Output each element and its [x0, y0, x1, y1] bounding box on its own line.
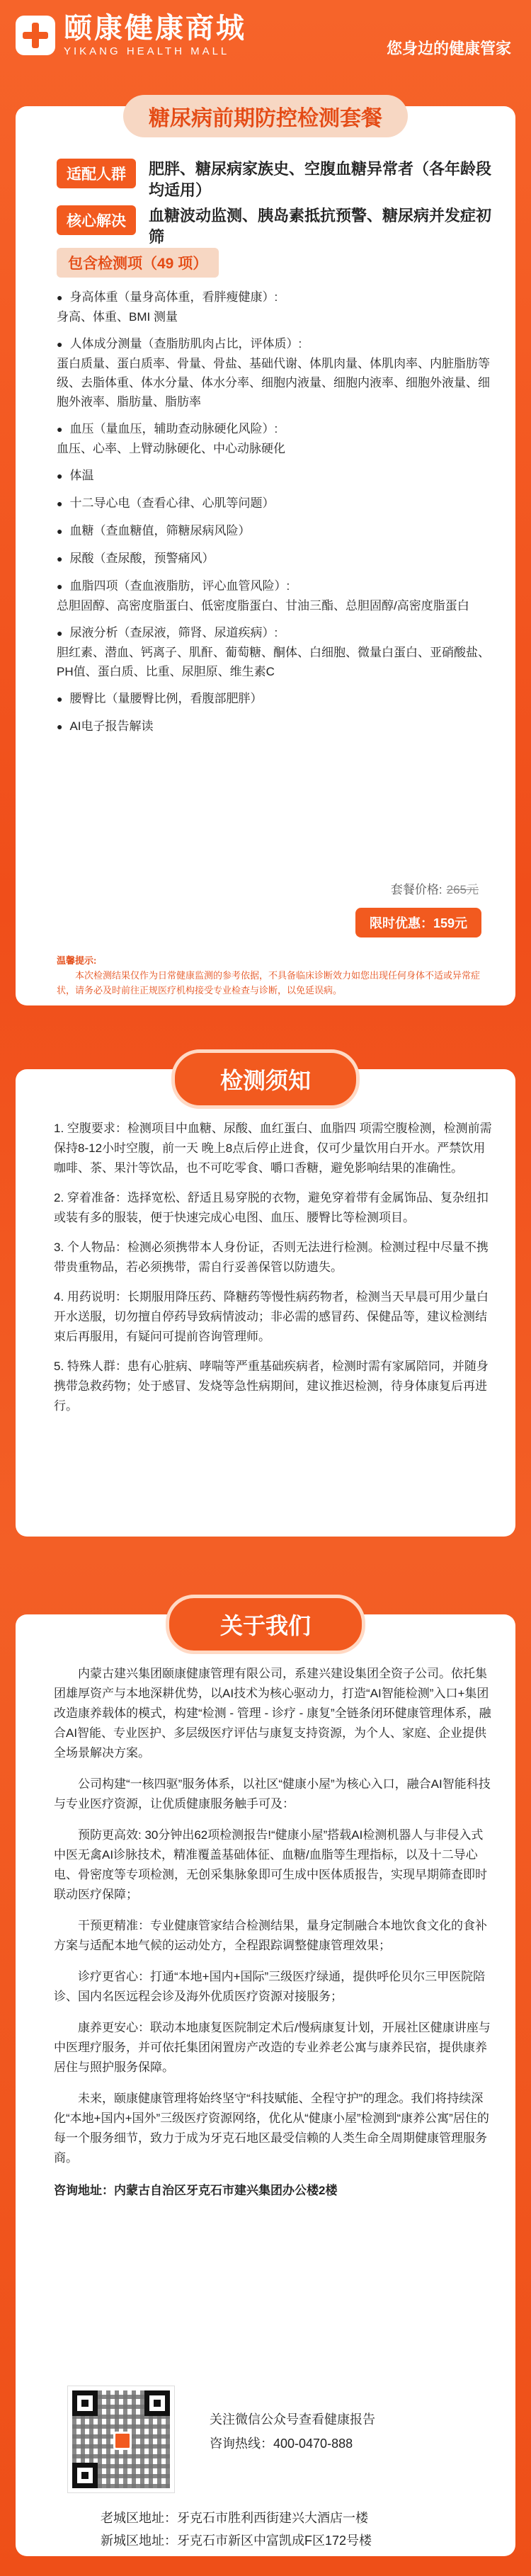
qr-text [210, 2407, 375, 2456]
new-address: 新城区地址：牙克石市新区中富凯成F区172号楼 [101, 2534, 372, 2548]
list-item: 5. 特殊人群：患有心脏病、哮喘等严重基础疾病者，检测时需有家属陪同，并随身携带急救药物；处于感冒、发烧等急性病期间，建议推迟检测，待身体康复后再进行。 [54, 1360, 489, 1413]
about-paragraph: 未来，颐康健康管理将始终坚守“科技赋能、全程守护”的理念。我们将持续深化“本地+国内+国外”三级医疗资源网络，优化从“健康小屋”检测到“康养公寓”居住的每一个服务细节，致力于成为牙克石地区最受信赖的人类生命全周期健康管理服务商。 [54, 2092, 489, 2165]
notice-card [16, 1069, 515, 1537]
list-item: ● 人体成分测量（查脂肪肌肉占比，评体质）: 蛋白质量、蛋白质率、骨量、骨盐、基础代谢、体肌肉量、体肌肉率、内脏脂肪等级、去脂体重、体水分量、体水分率、细胞内液量、细胞内液率、细胞外液量、细胞外液率、脂肪量、脂肪率 [57, 334, 496, 411]
list-item: ● 身高体重（量身高体重，看胖瘦健康）: 身高、体重、BMI 测量 [57, 287, 496, 326]
about-paragraph: 干预更精准：专业健康管家结合检测结果，量身定制融合本地饮食文化的食补方案与适配本地气候的运动处方，全程跟踪调整健康管理效果； [54, 1919, 487, 1952]
promo-price: 159元 [433, 916, 467, 930]
list-item: 3. 个人物品：检测必须携带本人身份证，否则无法进行检测。检测过程中尽量不携带贵重物品，若必须携带，需自行妥善保管以防遗失。 [54, 1241, 489, 1274]
price-original: 265元 [446, 883, 479, 896]
items-list [57, 287, 496, 736]
brand-name-cn: 颐康健康商城 [64, 13, 246, 44]
qr-corner [72, 2390, 98, 2416]
suitable-row [57, 159, 496, 201]
cross-logo-icon [16, 16, 55, 55]
notice-list [54, 1119, 493, 1416]
notice-text: 本次检测结果仅作为日常健康监测的参考依据，不具备临床诊断效力如您出现任何身体不适或异常症状，请务必及时前往正规医疗机构接受专业检查与诊断，以免延误病。 [57, 970, 481, 996]
qr-corner [144, 2390, 170, 2416]
suitable-tag: 适配人群 [57, 159, 136, 188]
slogan: 您身边的健康管家 [386, 40, 511, 57]
list-item: 4. 用药说明：长期服用降压药、降糖药等慢性病药物者，检测当天早晨可用少量白开水送服，切勿擅自停药导致病情波动；非必需的感冒药、保健品等，建议检测结束后再服用，有疑问可提前咨询管理师。 [54, 1290, 489, 1343]
qr-corner [72, 2463, 98, 2488]
package-card [16, 106, 515, 1005]
promo-label: 限时优惠： [369, 916, 433, 930]
list-item: ● AI电子报告解读 [57, 717, 496, 736]
brand-name-en: YIKANG HEALTH MALL [64, 45, 230, 57]
items-tag: 包含检测项（49 项） [57, 248, 219, 278]
suitable-text: 肥胖、糖尿病家族史、空腹血糖异常者（各年龄段均适用） [149, 160, 492, 199]
main-address: 咨询地址：内蒙古自治区牙克石市建兴集团办公楼2楼 [54, 2184, 338, 2197]
notice [57, 953, 496, 998]
price-line [391, 879, 479, 897]
price-label: 套餐价格: [390, 883, 442, 896]
qr-block [54, 2379, 493, 2514]
addresses [101, 2507, 483, 2552]
about-title: 关于我们 [166, 1595, 365, 1654]
list-item: ● 腰臀比（量腰臀比例，看腹部肥胖） [57, 689, 496, 709]
list-item: ● 血糖（查血糖值，筛糖尿病风险） [57, 521, 496, 541]
list-item: ● 血压（量血压，辅助查动脉硬化风险）: 血压、心率、上臂动脉硬化、中心动脉硬化 [57, 419, 496, 458]
old-address: 老城区地址：牙克石市胜利西街建兴大酒店一楼 [101, 2511, 368, 2525]
list-item: ● 体温 [57, 466, 496, 486]
core-row [57, 205, 496, 248]
about-paragraph: 内蒙古建兴集团颐康健康管理有限公司，系建兴建设集团全资子公司。依托集团雄厚资产与本地深耕优势，以AI技术为核心驱动力，打造“AI智能检测”入口+集团改造康养载体的模式，构建“检测 - 管理 - 诊疗 - 康复”全链条闭环健康管理体系，融合AI智能、专业医护、多层级医疗评估与康复支持资源，为个人、家庭、企业提供全场景解决方案。 [54, 1667, 491, 1760]
list-item: 2. 穿着准备：选择宽松、舒适且易穿脱的衣物，避免穿着带有金属饰品、复杂纽扣或装有多的服装，便于快速完成心电图、血压、腰臀比等检测项目。 [54, 1191, 489, 1224]
about-paragraph: 康养更安心：联动本地康复医院制定术后/慢病康复计划，开展社区健康讲座与中医理疗服务，并可依托集团闲置房产改造的专业养老公寓与康养民宿，提供康养居住与照护服务保障。 [54, 2021, 491, 2074]
list-item: ● 血脂四项（查血液脂肪，评心血管风险）: 总胆固醇、高密度脂蛋白、低密度脂蛋白、甘油三酯、总胆固醇/高密度脂蛋白 [57, 576, 496, 615]
list-item: ● 尿液分析（查尿液，筛肾、尿道疾病）: 胆红素、潜血、钙离子、肌酐、葡萄糖、酮体、白细胞、微量白蛋白、亚硝酸盐、PH值、蛋白质、比重、尿胆原、维生素C [57, 623, 496, 681]
phone-text[interactable]: 咨询热线：400-0470-888 [210, 2437, 353, 2451]
list-item: ● 尿酸（查尿酸，预警痛风） [57, 549, 496, 569]
notice-card-title: 检测须知 [171, 1049, 360, 1109]
wechat-text: 关注微信公众号查看健康报告 [210, 2412, 375, 2427]
core-text: 血糖波动监测、胰岛素抵抗预警、糖尿病并发症初筛 [149, 207, 492, 246]
promo-badge [355, 908, 481, 937]
qr-logo-icon [113, 2432, 132, 2450]
about-body [54, 1664, 493, 2201]
about-paragraph: 诊疗更省心：打通“本地+国内+国际”三级医疗绿通，提供呼伦贝尔三甲医院陪诊、国内名医远程会诊及海外优质医疗资源对接服务； [54, 1970, 486, 2003]
about-card [16, 1614, 515, 2556]
list-item: 1. 空腹要求：检测项目中血糖、尿酸、血红蛋白、血脂四 项需空腹检测，检测前需保持8-12小时空腹，前一天 晚上8点后停止进食，仅可少量饮用白开水。严禁饮用咖啡、茶、果汁等饮品，也不可吃零食、嚼口香糖，避免影响结果的准确性。 [54, 1122, 492, 1175]
brand-logo [16, 13, 246, 57]
notice-title: 温馨提示: [57, 955, 97, 966]
about-paragraph: 公司构建“一核四驱”服务体系，以社区“健康小屋”为核心入口，融合AI智能科技与专业医疗资源，让优质健康服务触手可及： [54, 1777, 491, 1811]
qr-code[interactable] [68, 2386, 174, 2492]
package-title: 糖尿病前期防控检测套餐 [123, 95, 408, 137]
list-item: ● 十二导心电（查看心律、心肌等问题） [57, 494, 496, 513]
about-paragraph: 预防更高效: 30分钟出62项检测报告!“健康小屋”搭载AI检测机器人与非侵入式中医无禽AI诊脉技术，精准覆盖基础体征、血糖/血脂等生理指标，以及十二导心电、骨密度等专项检测，无创采集脉象即可生成中医体质报告，实现早期筛查即时联动医疗保障； [54, 1828, 487, 1901]
core-tag: 核心解决 [57, 205, 136, 235]
